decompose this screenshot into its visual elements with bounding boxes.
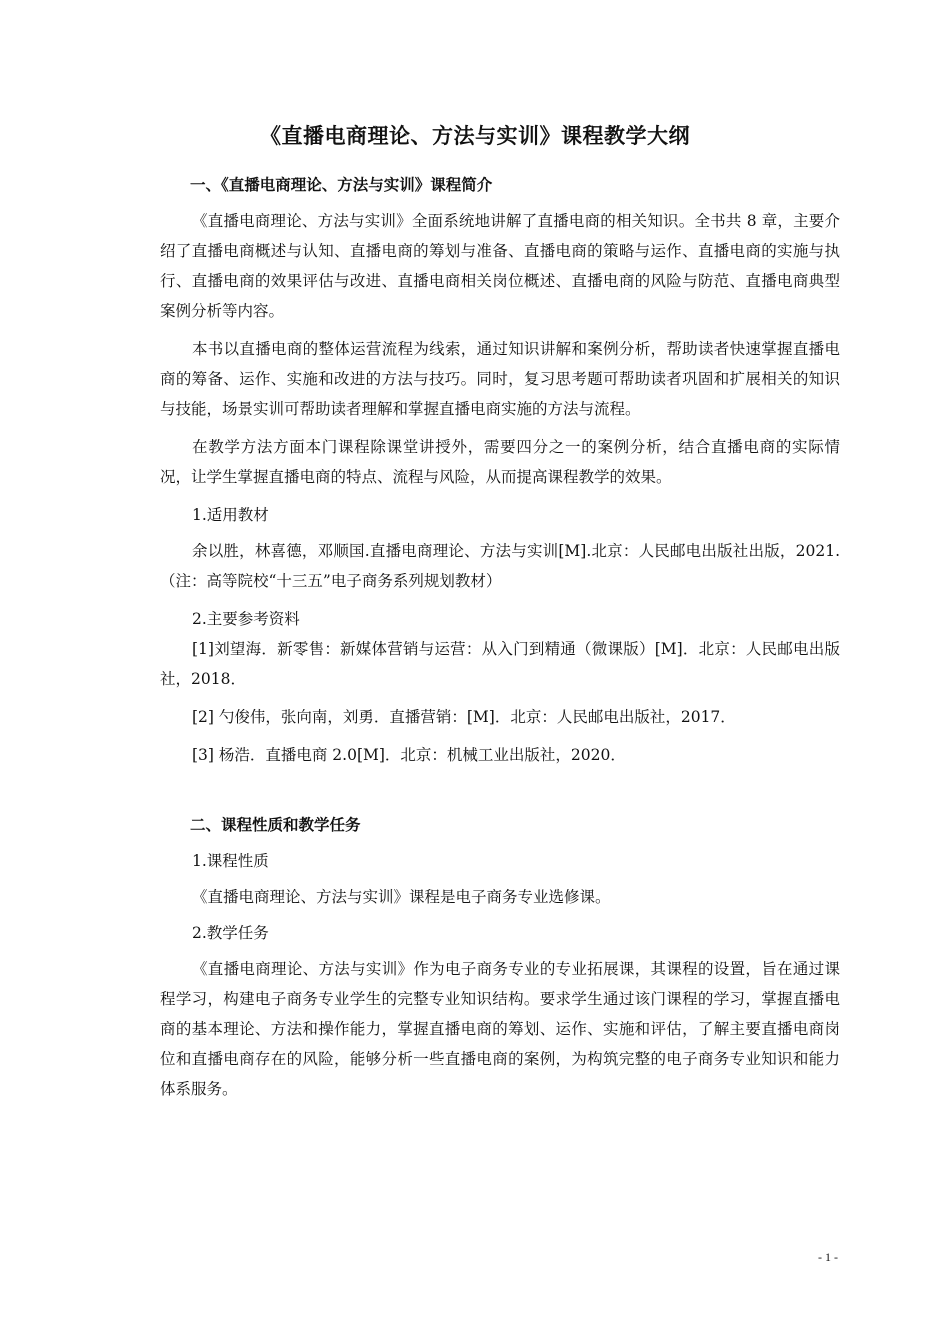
nature-label: 1.课程性质 — [192, 852, 269, 870]
task-label: 2.教学任务 — [192, 924, 269, 942]
section1-paragraph-2: 本书以直播电商的整体运营流程为线索，通过知识讲解和案例分析，帮助读者快速掌握直播电商的筹备、运作、实施和改进的方法与技巧。同时，复习思考题可帮助读者巩固和扩展相关的知识与技能，场景实训可帮助读者理解和掌握直播电商实施的方法与流程。 — [160, 340, 840, 418]
textbook-label: 1.适用教材 — [192, 506, 269, 524]
references-label: 2.主要参考资料 — [192, 610, 300, 628]
section2-heading: 二、课程性质和教学任务 — [190, 816, 361, 834]
section1-paragraph-1: 《直播电商理论、方法与实训》全面系统地讲解了直播电商的相关知识。全书共 8 章，主要介绍了直播电商概述与认知、直播电商的筹划与准备、直播电商的策略与运作、直播电商的实施与执行、直播电商的效果评估与改进、直播电商相关岗位概述、直播电商的风险与防范、直播电商典型案例分析等内容。 — [160, 212, 840, 320]
reference-item-1: [1]刘望海．新零售：新媒体营销与运营：从入门到精通（微课版）[M]．北京：人民邮电出版社，2018． — [160, 640, 840, 688]
document-body — [160, 170, 840, 1104]
document-title: 《直播电商理论、方法与实训》课程教学大纲 — [260, 124, 690, 148]
task-text: 《直播电商理论、方法与实训》作为电子商务专业的专业拓展课，其课程的设置，旨在通过课程学习，构建电子商务专业学生的完整专业知识结构。要求学生通过该门课程的学习，掌握直播电商的基本理论、方法和操作能力，掌握直播电商的筹划、运作、实施和评估，了解主要直播电商岗位和直播电商存在的风险，能够分析一些直播电商的案例，为构筑完整的电子商务专业知识和能力体系服务。 — [160, 960, 840, 1098]
section1-paragraph-3: 在教学方法方面本门课程除课堂讲授外，需要四分之一的案例分析，结合直播电商的实际情况，让学生掌握直播电商的特点、流程与风险，从而提高课程教学的效果。 — [160, 438, 840, 486]
textbook-citation: 余以胜，林喜德，邓顺国.直播电商理论、方法与实训[M].北京：人民邮电出版社出版，2021.（注：高等院校“十三五”电子商务系列规划教材） — [160, 542, 840, 590]
nature-text: 《直播电商理论、方法与实训》课程是电子商务专业选修课。 — [192, 888, 611, 906]
reference-item-2: [2] 勺俊伟，张向南，刘勇．直播营销：[M]．北京：人民邮电出版社，2017． — [192, 708, 736, 726]
section1-heading: 一、《直播电商理论、方法与实训》课程简介 — [190, 176, 493, 194]
page-number: - 1 - — [818, 1250, 838, 1264]
reference-item-3: [3] 杨浩．直播电商 2.0[M]．北京：机械工业出版社，2020． — [192, 746, 626, 764]
